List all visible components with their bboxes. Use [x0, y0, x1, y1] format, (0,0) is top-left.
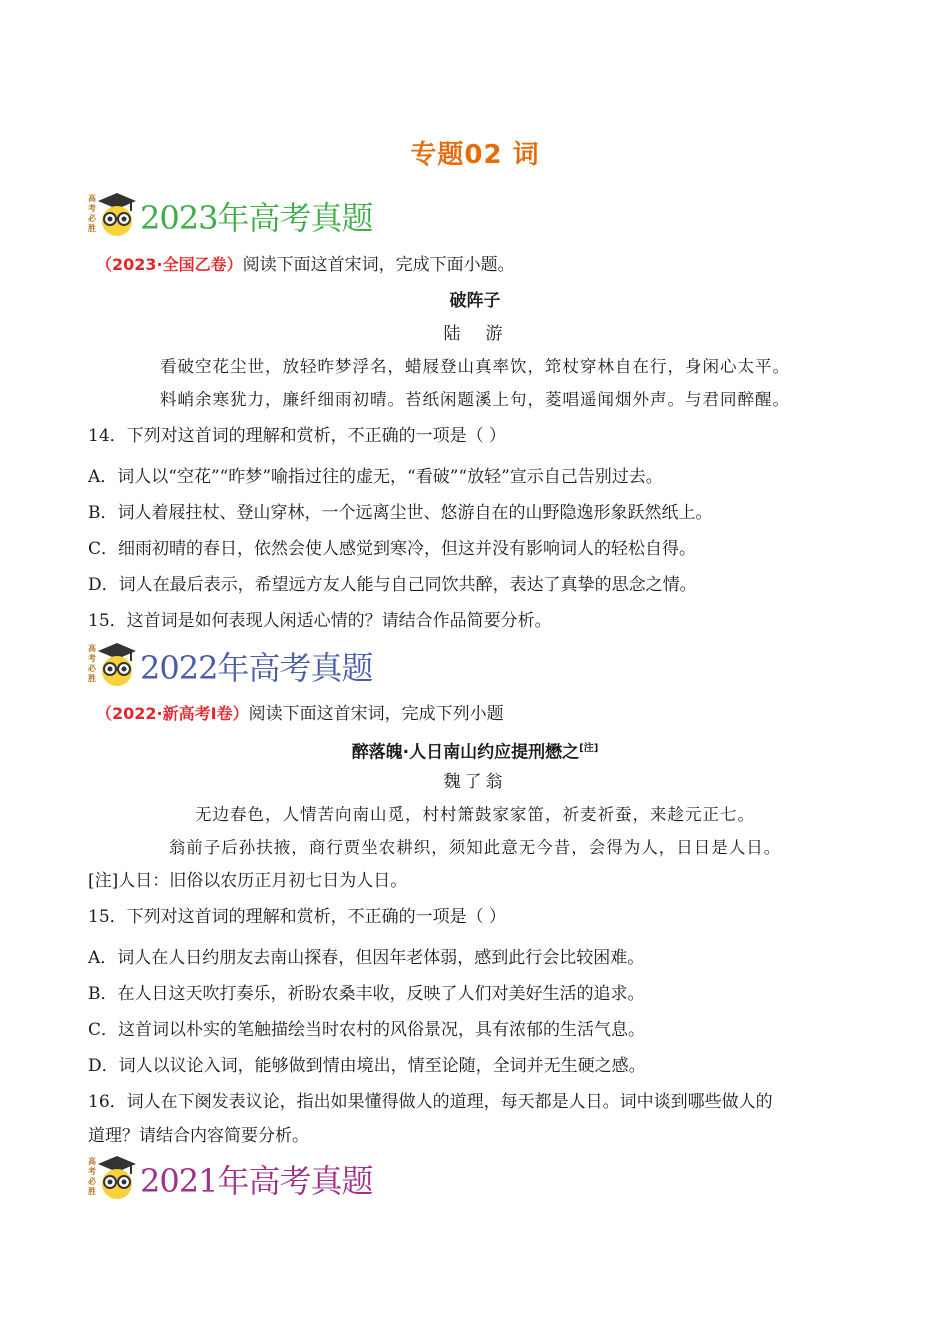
question-15: 15．这首词是如何表现人闲适心情的？请结合作品简要分析。 — [88, 611, 552, 631]
option-a: A．词人以“空花”“昨梦”喻指过往的虚无，“看破”“放轻”宣示自己告别过去。 — [88, 467, 663, 487]
banner-text: 2023年高考真题 — [140, 199, 373, 237]
poem-note: [注]人日：旧俗以农历正月初七日为人日。 — [88, 871, 408, 891]
banner-text: 2021年高考真题 — [140, 1162, 373, 1200]
owl-badge-icon: 高 考 必 胜 — [88, 1154, 138, 1204]
option-c: C．这首词以朴实的笔触描绘当时农村的风俗景况，具有浓郁的生活气息。 — [88, 1020, 646, 1040]
poem-line: 料峭余寒犹力，廉纤细雨初晴。苔纸闲题溪上句，菱唱遥闻烟外声。与君同醉醒。 — [160, 390, 790, 409]
option-b: B．词人着屐拄杖、登山穿林，一个远离尘世、悠游自在的山野隐逸形象跃然纸上。 — [88, 503, 713, 523]
intro-text: 阅读下面这首宋词，完成下列小题 — [248, 704, 504, 724]
question-16-line2: 道理？请结合内容简要分析。 — [88, 1126, 309, 1146]
section-banner-2021 — [88, 1154, 372, 1204]
source-label: （2022·新高考Ⅰ卷） — [96, 704, 249, 723]
poem-title: 醉落魄·人日南山约应提刑懋之[注] — [351, 742, 599, 763]
option-a: A．词人在人日约朋友去南山探春，但因年老体弱，感到此行会比较困难。 — [88, 948, 645, 968]
option-d: D．词人以议论入词，能够做到情由境出，情至论随，全词并无生硬之感。 — [88, 1056, 646, 1076]
poem-line: 翁前子后孙扶掖，商行贾坐农耕织，须知此意无今昔，会得为人，日日是人日。 — [168, 838, 782, 857]
option-b: B．在人日这天吹打奏乐，祈盼农桑丰收，反映了人们对美好生活的追求。 — [88, 984, 645, 1004]
option-d: D．词人在最后表示，希望远方友人能与自己同饮共醉，表达了真挚的思念之情。 — [88, 575, 697, 595]
question-14: 14．下列对这首词的理解和赏析，不正确的一项是（ ） — [88, 426, 507, 446]
note-marker: [注] — [579, 743, 599, 754]
section-banner-2023 — [88, 191, 372, 241]
owl-badge-icon: 高 考 必 胜 — [88, 191, 138, 241]
poem-title: 破阵子 — [449, 291, 501, 311]
option-c: C．细雨初晴的春日，依然会使人感觉到寒冷，但这并没有影响词人的轻松自得。 — [88, 539, 697, 559]
poem-line: 看破空花尘世，放轻昨梦浮名，蜡屐登山真率饮，筇杖穿林自在行，身闲心太平。 — [160, 357, 790, 376]
poem-author: 魏了翁 — [443, 772, 507, 792]
poem-line: 无边春色，人情苦向南山觅，村村箫鼓家家笛，祈麦祈蚕，来趁元正七。 — [195, 805, 755, 824]
source-label: （2023·全国乙卷） — [96, 255, 243, 274]
question-16-line1: 16．词人在下阕发表议论，指出如果懂得做人的道理，每天都是人日。词中谈到哪些做人的 — [88, 1092, 773, 1112]
page-title: 专题02 词 — [410, 140, 540, 170]
question-15-2022: 15．下列对这首词的理解和赏析，不正确的一项是（ ） — [88, 907, 507, 927]
intro-2023 — [96, 254, 515, 276]
intro-text: 阅读下面这首宋词，完成下面小题。 — [242, 255, 515, 275]
intro-2022 — [96, 703, 504, 725]
poem-author: 陆 游 — [443, 324, 507, 344]
banner-text: 2022年高考真题 — [140, 649, 373, 687]
section-banner-2022 — [88, 641, 372, 691]
owl-badge-icon: 高 考 必 胜 — [88, 641, 138, 691]
